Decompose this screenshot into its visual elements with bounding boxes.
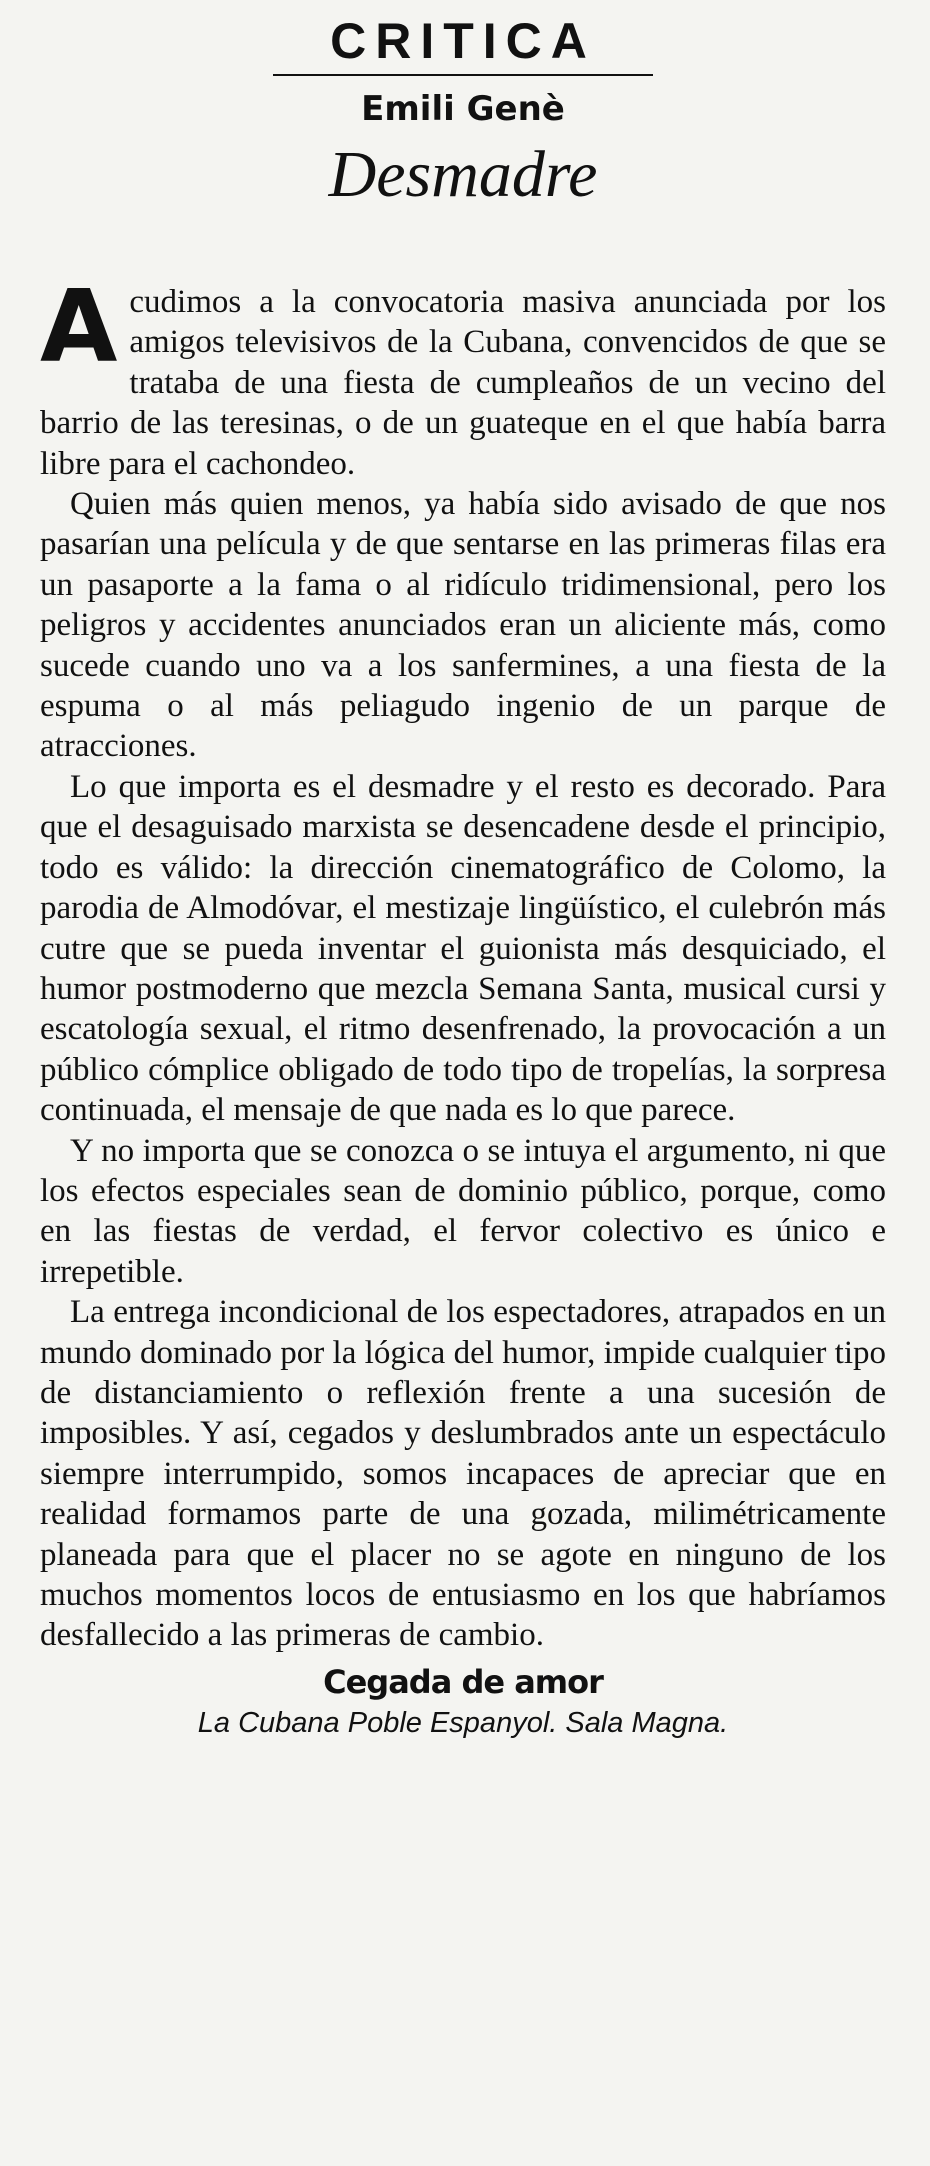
paragraph-4: Y no importa que se conozca o se intuya el argumento, ni que los efectos especiales sean de dominio público, porque, como en las fiestas de verdad, el fervor colectivo es único e irrepetible. <box>40 1132 886 1290</box>
article-body <box>40 268 886 1656</box>
show-venue: La Cubana Poble Espanyol. Sala Magna. <box>197 1706 729 1739</box>
paragraph-3: Lo que importa es el desmadre y el resto es decorado. Para que el desaguisado marxista se desencadene desde el principio, todo es válido: la dirección cinematográfico de Colomo, la parodia de Almodóvar, el mestizaje lingüístico, el culebrón más cutre que se pueda inventar el guionista más desquiciado, el humor postmoderno que mezcla Semana Santa, musical cursi y escatología sexual, el ritmo desenfrenado, la provocación a un público cómplice obligado de todo tipo de tropelías, la sorpresa continuada, el mensaje de que nada es lo que parece. <box>40 768 886 1129</box>
show-title: Cegada de amor <box>323 1662 603 1701</box>
paragraph-1-text: cudimos a la convocatoria masiva anunciada por los amigos televisivos de la Cubana, convencidos de que se trataba de una fiesta de cumpleaños de un vecino del barrio de las teresinas, o de un guateque en el que había barra libre para el cachondeo. <box>40 284 886 482</box>
article-page <box>40 14 886 2154</box>
author-byline: Emili Genè <box>361 89 565 129</box>
drop-cap: A <box>40 268 118 385</box>
paragraph-2: Quien más quien menos, ya había sido avisado de que nos pasarían una película y de que sentarse en las primeras filas era un pasaporte a la fama o al ridículo tridimensional, pero los peligros y accidentes anunciados eran un aliciente más, como sucede cuando uno va a los sanfermines, a una fiesta de la espuma o al más peliagudo ingenio de un parque de atracciones. <box>40 486 886 765</box>
paragraph-5: La entrega incondicional de los espectadores, atrapados en un mundo dominado por la lógica del humor, impide cualquier tipo de distanciamiento o reflexión frente a una sucesión de imposibles. Y así, cegados y deslumbrados ante un espectáculo siempre interrumpido, somos incapaces de apreciar que en realidad formamos parte de una gozada, milimétricamente planeada para que el placer no se agote en ninguno de los muchos momentos locos de entusiasmo en los que habríamos desfallecido a las primeras de cambio. <box>40 1294 886 1654</box>
section-label: CRITICA <box>273 14 653 76</box>
article-title: Desmadre <box>328 138 598 211</box>
paragraph-1 <box>40 268 886 484</box>
